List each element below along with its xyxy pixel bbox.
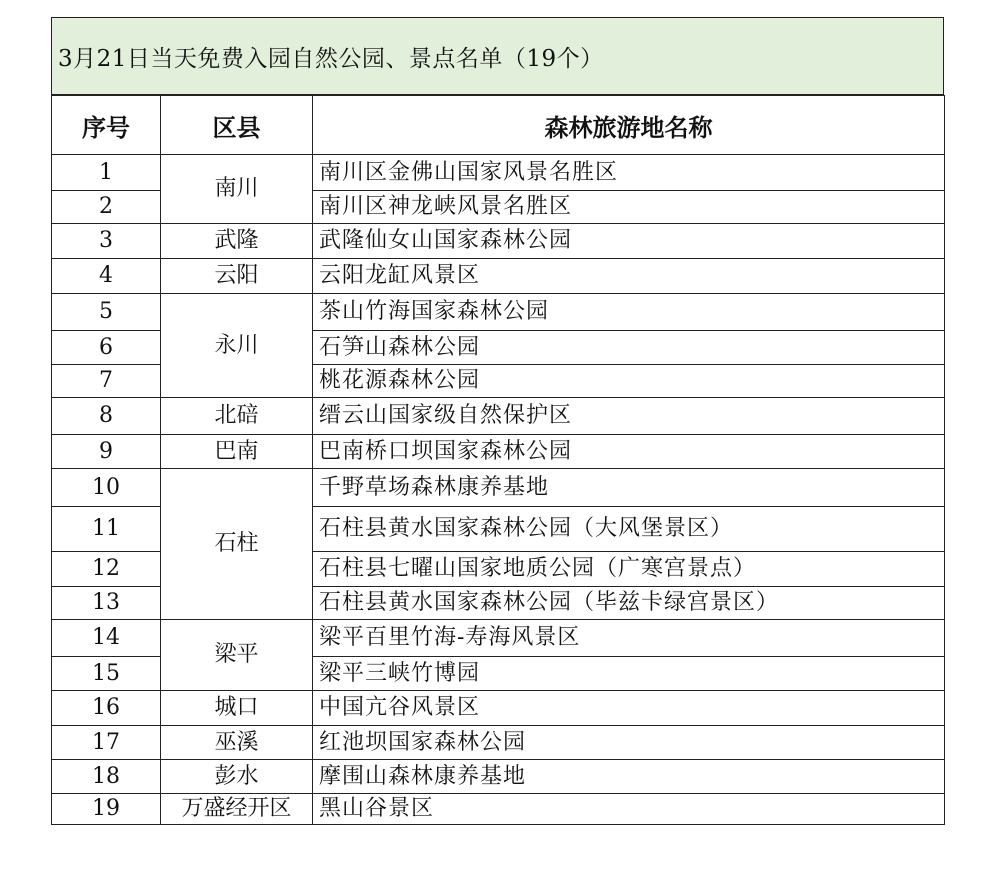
table-row — [52, 691, 945, 726]
table-row — [52, 794, 945, 825]
row-number: 4 — [52, 259, 161, 294]
row-number: 16 — [52, 691, 161, 726]
site-name-cell: 石柱县黄水国家森林公园（大风堡景区） — [313, 507, 945, 552]
row-number: 15 — [52, 657, 161, 691]
table-body — [52, 155, 945, 825]
site-name-cell: 石柱县黄水国家森林公园（毕兹卡绿宫景区） — [313, 587, 945, 620]
table-row — [52, 620, 945, 657]
row-number: 3 — [52, 224, 161, 259]
table-title: 3月21日当天免费入园自然公园、景点名单（19个） — [51, 17, 944, 95]
site-name-cell: 梁平百里竹海-寿海风景区 — [313, 620, 945, 657]
row-number: 18 — [52, 760, 161, 794]
district-cell: 武隆 — [161, 224, 313, 259]
header-row — [52, 96, 945, 155]
row-number: 14 — [52, 620, 161, 657]
site-name-cell: 缙云山国家级自然保护区 — [313, 398, 945, 435]
row-number: 5 — [52, 294, 161, 331]
row-number: 10 — [52, 469, 161, 507]
district-cell: 巫溪 — [161, 726, 313, 760]
site-name-cell: 千野草场森林康养基地 — [313, 469, 945, 507]
table-row — [52, 469, 945, 507]
row-number: 7 — [52, 365, 161, 398]
site-name-cell: 中国亢谷风景区 — [313, 691, 945, 726]
site-name-cell: 石笋山森林公园 — [313, 331, 945, 365]
table-row — [52, 294, 945, 331]
row-number: 11 — [52, 507, 161, 552]
site-name-cell: 桃花源森林公园 — [313, 365, 945, 398]
site-name-cell: 茶山竹海国家森林公园 — [313, 294, 945, 331]
table-row — [52, 760, 945, 794]
district-cell: 彭水 — [161, 760, 313, 794]
site-name-cell: 摩围山森林康养基地 — [313, 760, 945, 794]
district-cell: 万盛经开区 — [161, 794, 313, 825]
row-number: 1 — [52, 155, 161, 191]
row-number: 2 — [52, 191, 161, 224]
site-name-cell: 巴南桥口坝国家森林公园 — [313, 435, 945, 469]
table-row — [52, 398, 945, 435]
site-name-cell: 梁平三峡竹博园 — [313, 657, 945, 691]
table-row — [52, 726, 945, 760]
table-row — [52, 224, 945, 259]
site-name-cell: 黑山谷景区 — [313, 794, 945, 825]
district-cell: 永川 — [161, 294, 313, 398]
district-cell: 梁平 — [161, 620, 313, 691]
site-name-cell: 云阳龙缸风景区 — [313, 259, 945, 294]
header-no: 序号 — [52, 96, 161, 155]
spreadsheet-table-container — [51, 17, 944, 825]
row-number: 19 — [52, 794, 161, 825]
site-name-cell: 武隆仙女山国家森林公园 — [313, 224, 945, 259]
header-site: 森林旅游地名称 — [313, 96, 945, 155]
row-number: 17 — [52, 726, 161, 760]
district-cell: 南川 — [161, 155, 313, 224]
district-cell: 巴南 — [161, 435, 313, 469]
district-cell: 城口 — [161, 691, 313, 726]
district-cell: 石柱 — [161, 469, 313, 620]
district-cell: 北碚 — [161, 398, 313, 435]
scenic-spot-table — [51, 95, 945, 825]
site-name-cell: 红池坝国家森林公园 — [313, 726, 945, 760]
table-row — [52, 155, 945, 191]
row-number: 6 — [52, 331, 161, 365]
site-name-cell: 南川区金佛山国家风景名胜区 — [313, 155, 945, 191]
site-name-cell: 南川区神龙峡风景名胜区 — [313, 191, 945, 224]
row-number: 13 — [52, 587, 161, 620]
site-name-cell: 石柱县七曜山国家地质公园（广寒宫景点） — [313, 552, 945, 587]
row-number: 12 — [52, 552, 161, 587]
table-row — [52, 435, 945, 469]
district-cell: 云阳 — [161, 259, 313, 294]
header-district: 区县 — [161, 96, 313, 155]
row-number: 9 — [52, 435, 161, 469]
row-number: 8 — [52, 398, 161, 435]
table-row — [52, 259, 945, 294]
